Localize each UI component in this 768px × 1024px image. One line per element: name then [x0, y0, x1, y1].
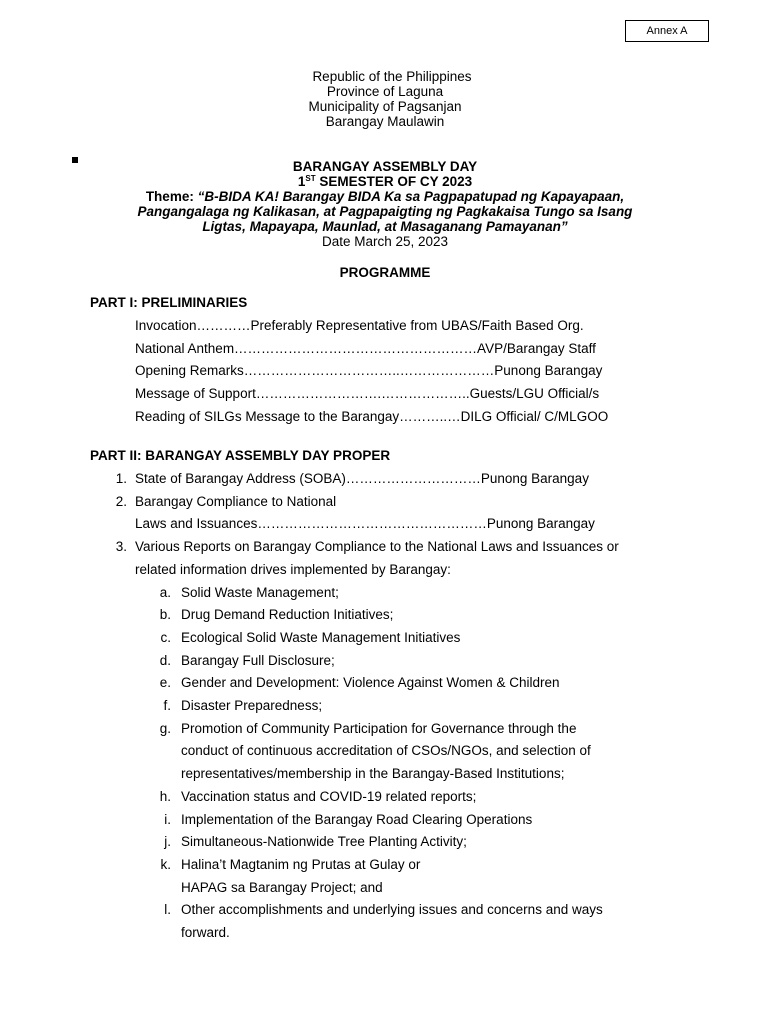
- part2-item-3-line-2: related information drives implemented by Barangay:: [135, 561, 451, 577]
- part2-item-2-line-2: Laws and Issuances……………………………………………Punong Barangay: [135, 516, 595, 532]
- part2-item-number-1: 1.: [115, 471, 127, 486]
- annex-label: Annex A: [625, 20, 709, 42]
- subitem-c-line-1: Ecological Solid Waste Management Initiatives: [181, 629, 461, 645]
- subitem-j-line-1: Simultaneous-Nationwide Tree Planting Activity;: [181, 834, 467, 850]
- part2-item-1-line-1: State of Barangay Address (SOBA)…………………………Punong Barangay: [135, 471, 589, 486]
- event-title: BARANGAY ASSEMBLY DAY: [292, 159, 478, 174]
- part1-item-5: Reading of SILGs Message to the Barangay………..…DILG Official/ C/MLGOO: [135, 408, 609, 424]
- header-republic: Republic of the Philippines: [312, 69, 472, 84]
- subitem-d-line-1: Barangay Full Disclosure;: [181, 652, 335, 668]
- subitem-e-line-1: Gender and Development: Violence Against Women & Children: [181, 675, 560, 691]
- event-theme-line2: Pangangalaga ng Kalikasan, at Pagpapaigting ng Pagkakaisa Tungo sa Isang: [137, 204, 633, 219]
- subitem-letter-h: h.: [159, 788, 171, 804]
- event-semester: 1ST SEMESTER OF CY 2023: [297, 174, 473, 189]
- part2-item-number-2: 2.: [115, 493, 127, 509]
- programme-title: PROGRAMME: [339, 265, 431, 280]
- event-theme-line1: Theme: “B-BIDA KA! Barangay BIDA Ka sa Pagpapatupad ng Kapayapaan,: [145, 189, 625, 204]
- part1-item-2: National Anthem………………………………………………AVP/Barangay Staff: [135, 340, 596, 356]
- subitem-letter-d: d.: [159, 652, 171, 668]
- subitem-letter-k: k.: [160, 856, 171, 872]
- part1-item-1: Invocation…………Preferably Representative from UBAS/Faith Based Org.: [135, 318, 584, 333]
- subitem-letter-a: a.: [159, 584, 171, 600]
- subitem-letter-j: j.: [164, 834, 171, 850]
- header-municipality: Municipality of Pagsanjan: [308, 99, 462, 114]
- subitem-g-line-2: conduct of continuous accreditation of CSOs/NGOs, and selection of: [181, 743, 591, 759]
- event-theme-line3: Ligtas, Mapayapa, Maunlad, at Masaganang Pamayanan”: [202, 219, 568, 234]
- part1-heading: PART I: PRELIMINARIES: [90, 295, 248, 310]
- subitem-k-line-1: Halina’t Magtanim ng Prutas at Gulay or: [181, 856, 421, 872]
- subitem-letter-l: l.: [164, 902, 171, 918]
- subitem-g-line-1: Promotion of Community Participation for Governance through the: [181, 720, 577, 736]
- subitem-i-line-1: Implementation of the Barangay Road Clearing Operations: [181, 811, 533, 827]
- part2-item-number-3: 3.: [115, 539, 127, 555]
- subitem-l-line-1: Other accomplishments and underlying issues and concerns and ways: [181, 902, 603, 918]
- part2-item-3-line-1: Various Reports on Barangay Compliance to the National Laws and Issuances or: [135, 539, 619, 555]
- part1-item-4: Message of Support……………………….………………..Guests/LGU Official/s: [135, 386, 600, 402]
- subitem-letter-b: b.: [159, 607, 171, 623]
- subitem-g-line-3: representatives/membership in the Barangay-Based Institutions;: [181, 766, 565, 782]
- subitem-h-line-1: Vaccination status and COVID-19 related reports;: [181, 788, 477, 804]
- subitem-letter-i: i.: [164, 811, 171, 827]
- subitem-letter-e: e.: [159, 675, 171, 691]
- part1-item-3: Opening Remarks……………………………..…………………Punong Barangay: [135, 363, 603, 379]
- header-province: Province of Laguna: [326, 84, 444, 99]
- part2-heading: PART II: BARANGAY ASSEMBLY DAY PROPER: [90, 448, 391, 463]
- subitem-letter-g: g.: [159, 720, 171, 736]
- part2-item-2-line-1: Barangay Compliance to National: [135, 493, 337, 509]
- subitem-b-line-1: Drug Demand Reduction Initiatives;: [181, 607, 394, 623]
- subitem-a-line-1: Solid Waste Management;: [181, 584, 339, 600]
- subitem-f-line-1: Disaster Preparedness;: [181, 698, 323, 713]
- subitem-letter-f: f.: [163, 698, 171, 713]
- subitem-letter-c: c.: [160, 629, 171, 645]
- subitem-l-line-2: forward.: [181, 925, 230, 940]
- subitem-k-line-2: HAPAG sa Barangay Project; and: [181, 879, 383, 895]
- header-barangay: Barangay Maulawin: [325, 114, 445, 129]
- event-date: Date March 25, 2023: [321, 234, 449, 249]
